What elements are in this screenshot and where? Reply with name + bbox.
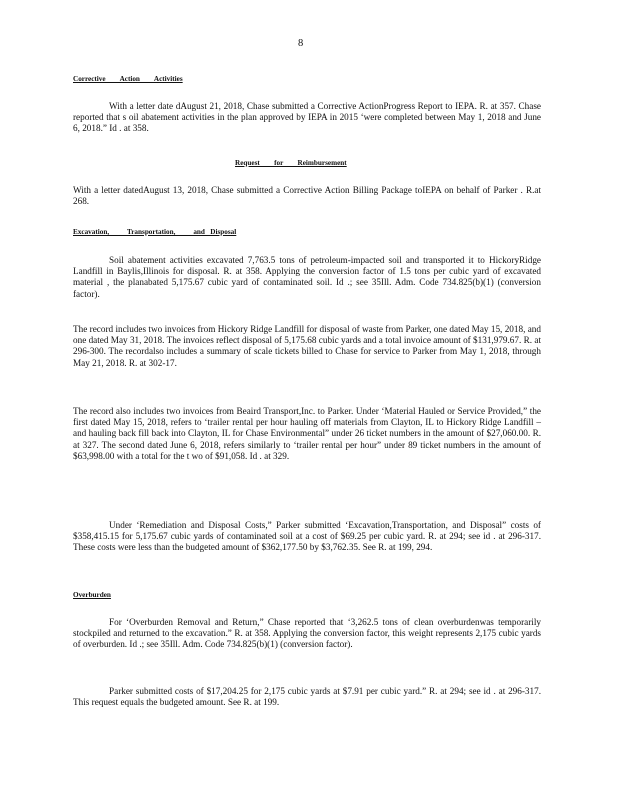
paragraph-remediation-costs bbox=[73, 520, 541, 554]
heading-request-reimbursement: Request for Reimbursement bbox=[235, 159, 347, 167]
paragraph-overburden-removal bbox=[73, 617, 541, 651]
heading-corrective-action: Corrective Action Activities bbox=[73, 75, 183, 83]
paragraph-text: For ‘Overburden Removal and Return,” Chase reported that ‘3,262.5 tons of clean overburdenwas temporarily stockpiled and returned to the excavation.” R. at 358. Applying the conversion factor, this weight represents 2,175 cubic yards of overburden. Id .; see 35Ill. Adm. Code 734.825(b)(1) (conversion factor). bbox=[73, 617, 541, 650]
paragraph-text: Parker submitted costs of $17,204.25 for 2,175 cubic yards at $7.91 per cubic yard.” R. at 294; see id . at 296-317. This request equals the budgeted amount. See R. at 199. bbox=[73, 686, 541, 708]
paragraph-text: With a letter date dAugust 21, 2018, Chase submitted a Corrective ActionProgress Report to IEPA. R. at 357. Chase reported that s oil abatement activities in the plan approved by IEPA in 2015 ‘were completed between May 1, 2018 and June 6, 2018.” Id . at 358. bbox=[73, 101, 541, 134]
paragraph-hickory-invoices bbox=[73, 324, 541, 369]
paragraph-text: Soil abatement activities excavated 7,763.5 tons of petroleum-impacted soil and transported it to HickoryRidge Landfill in Baylis,Illinois for disposal. R. at 358. Applying the conversion factor of 1.5 tons per cubic yard of excavated material , the planabated 5,175.67 cubic yard of contaminated soil. Id .; see 35Ill. Adm. Code 734.825(b)(1) (conversion factor). bbox=[73, 255, 541, 299]
page-number: 8 bbox=[298, 38, 304, 49]
heading-overburden: Overburden bbox=[73, 591, 111, 599]
heading-excavation: Excavation, Transportation, and Disposal bbox=[73, 228, 237, 236]
paragraph-soil-abatement bbox=[73, 255, 541, 300]
paragraph-text: The record includes two invoices from Hickory Ridge Landfill for disposal of waste from Parker, one dated May 15, 2018, and one dated May 31, 2018. The invoices reflect disposal of 5,175.68 cubic yards and a total invoice amount of $131,979.67. R. at 296-300. The recordalso includes a summary of scale tickets billed to Chase for service to Parker from May 1, 2018, through May 21, 2018. R. at 302-17. bbox=[73, 324, 541, 368]
paragraph-overburden-costs bbox=[73, 686, 541, 708]
paragraph-text: Under ‘Remediation and Disposal Costs,” Parker submitted ‘Excavation,Transportation, and Disposal” costs of $358,415.15 for 5,175.67 cubic yards of contaminated soil at a cost of $69.25 per cubic yard. R. at 294; see id . at 296-317. These costs were less than the budgeted amount of $362,177.50 by $3,762.35. See R. at 199, 294. bbox=[73, 520, 541, 553]
paragraph-text: The record also includes two invoices from Beaird Transport,Inc. to Parker. Under ‘Material Hauled or Service Provided,” the first dated May 15, 2018, refers to ‘trailer rental per hour hauling off materials from Clayton, IL to Hickory Ridge Landfill – and hauling back fill back into Clayton, IL for Chase Environmental” under 26 ticket numbers in the amount of $27,060.00. R. at 327. The second dated June 6, 2018, refers similarly to ‘trailer rental per hour” under 89 ticket numbers in the amount of $63,998.00 with a total for the t wo of $91,058. Id . at 329. bbox=[73, 406, 541, 461]
paragraph-corrective-action bbox=[73, 101, 541, 135]
paragraph-beaird-invoices bbox=[73, 406, 541, 462]
paragraph-request-reimbursement bbox=[73, 185, 541, 207]
paragraph-text: With a letter datedAugust 13, 2018, Chase submitted a Corrective Action Billing Package toIEPA on behalf of Parker . R.at 268. bbox=[73, 185, 541, 207]
